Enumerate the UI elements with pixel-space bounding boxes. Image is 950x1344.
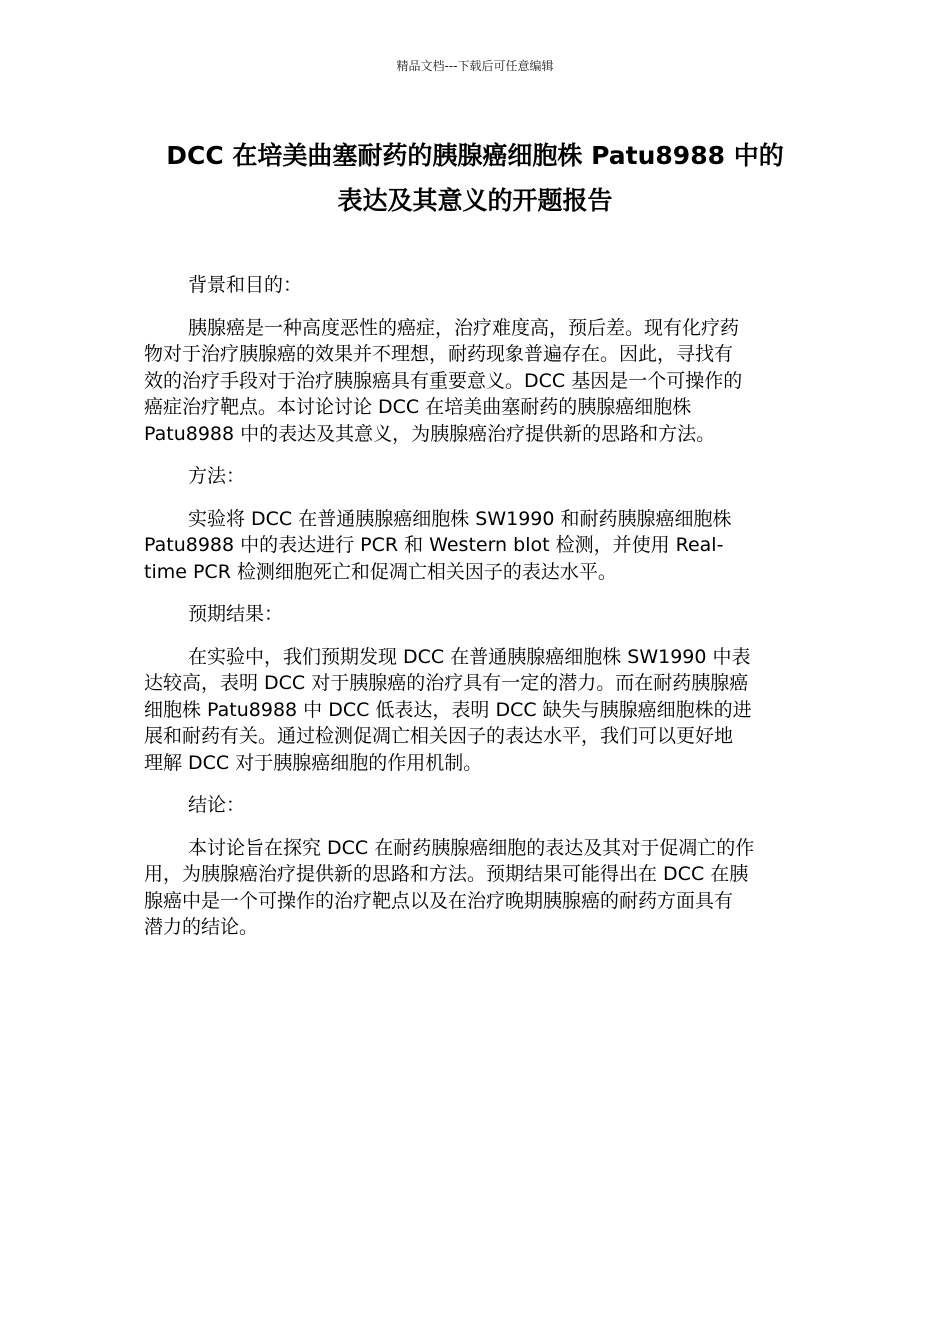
conclusion-heading: 结论：	[188, 794, 246, 816]
paragraph-line: 用，为胰腺癌治疗提供新的思路和方法。预期结果可能得出在 DCC 在胰	[144, 863, 749, 885]
background-paragraph	[144, 315, 806, 448]
background-heading: 背景和目的：	[188, 274, 303, 296]
paragraph-line: 在实验中，我们预期发现 DCC 在普通胰腺癌细胞株 SW1990 中表	[188, 645, 751, 668]
paragraph-line: 细胞株 Patu8988 中 DCC 低表达，表明 DCC 缺失与胰腺癌细胞株的进	[144, 698, 752, 721]
paragraph-line: Patu8988 中的表达进行 PCR 和 Western blot 检测，并使用 Real-	[144, 534, 724, 556]
paragraph-line: 物对于治疗胰腺癌的效果并不理想，耐药现象普遍存在。因此，寻找有	[144, 343, 734, 365]
paragraph-line: 达较高，表明 DCC 对于胰腺癌的治疗具有一定的潜力。而在耐药胰腺癌	[144, 672, 749, 694]
paragraph-line: time PCR 检测细胞死亡和促凋亡相关因子的表达水平。	[144, 560, 617, 583]
document-body	[144, 272, 806, 957]
methods-paragraph	[144, 506, 806, 586]
paragraph-line: 胰腺癌是一种高度恶性的癌症，治疗难度高，预后差。现有化疗药	[188, 316, 740, 339]
expected-results-heading: 预期结果：	[188, 603, 284, 625]
paragraph-line: 理解 DCC 对于胰腺癌细胞的作用机制。	[144, 751, 483, 774]
paragraph-line: 腺癌中是一个可操作的治疗靶点以及在治疗晚期胰腺癌的耐药方面具有	[144, 889, 734, 912]
paragraph-line: 效的治疗手段对于治疗胰腺癌具有重要意义。DCC 基因是一个可操作的	[144, 369, 743, 392]
document-title	[140, 133, 810, 223]
header-note: 精品文档---下载后可任意编辑	[396, 59, 554, 73]
methods-heading: 方法：	[188, 465, 246, 487]
paragraph-line: Patu8988 中的表达及其意义，为胰腺癌治疗提供新的思路和方法。	[144, 422, 716, 445]
paragraph-line: 本讨论旨在探究 DCC 在耐药胰腺癌细胞的表达及其对于促凋亡的作	[188, 836, 755, 859]
expected-results-paragraph	[144, 644, 806, 777]
title-line-1: DCC 在培美曲塞耐药的胰腺癌细胞株 Patu8988 中的	[166, 141, 784, 170]
conclusion-paragraph	[144, 835, 806, 941]
paragraph-line: 展和耐药有关。通过检测促凋亡相关因子的表达水平，我们可以更好地	[144, 725, 734, 747]
paragraph-line: 潜力的结论。	[144, 916, 259, 938]
paragraph-line: 癌症治疗靶点。本讨论讨论 DCC 在培美曲塞耐药的胰腺癌细胞株	[144, 396, 692, 418]
title-line-2: 表达及其意义的开题报告	[337, 186, 613, 215]
paragraph-line: 实验将 DCC 在普通胰腺癌细胞株 SW1990 和耐药胰腺癌细胞株	[188, 507, 732, 530]
